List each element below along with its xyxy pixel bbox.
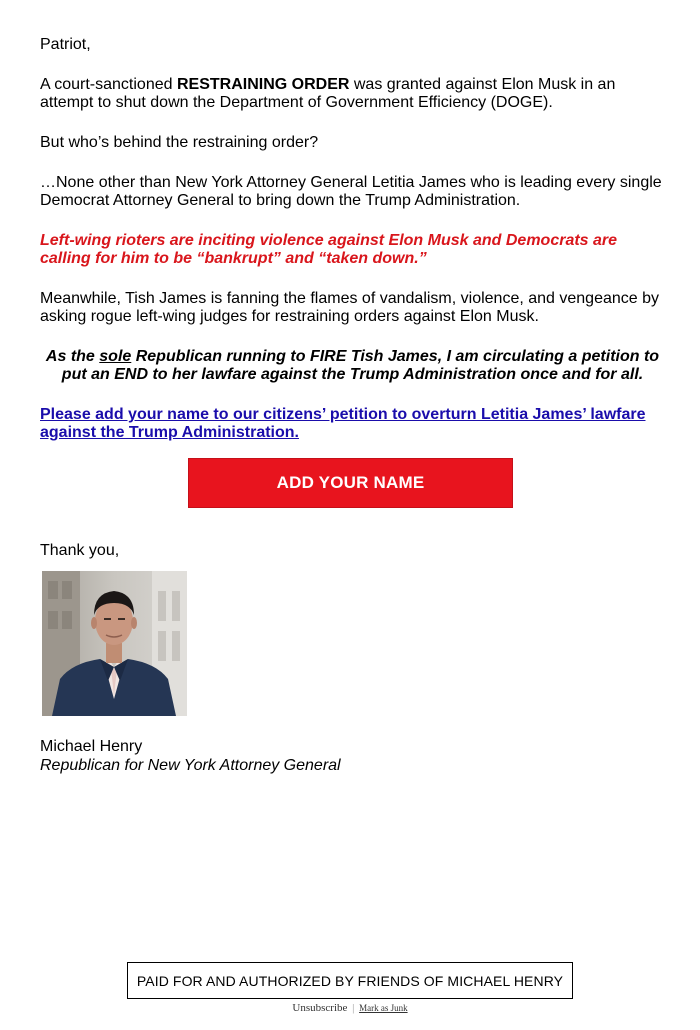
petition-link[interactable]: Please add your name to our citizens’ petition to overturn Letitia James’ lawfare against the Trump Administration.: [40, 406, 646, 441]
signature-name: Michael Henry: [40, 738, 143, 755]
mark-as-junk-link[interactable]: Mark as Junk: [359, 1003, 408, 1013]
paragraph-petition-link: [40, 406, 665, 442]
p7-pre: As the: [45, 348, 100, 365]
p7-post: Republican running to FIRE Tish James, I am circulating a petition to put an END to her lawfare against the Trump Administration once and for all.: [61, 348, 660, 383]
signature-title: Republican for New York Attorney General: [40, 757, 341, 774]
paragraph-petition-intro: [40, 348, 665, 384]
michael-henry-photo: [42, 571, 187, 716]
footer-links: [0, 1002, 700, 1014]
paragraph-restraining-order: [40, 76, 665, 112]
greeting: Patriot,: [40, 36, 91, 53]
restraining-order-bold: RESTRAINING ORDER: [176, 76, 350, 93]
sole-underlined: sole: [99, 348, 132, 365]
paragraph-red-alert: Left-wing rioters are inciting violence against Elon Musk and Democrats are calling for him to be “bankrupt” and “taken down.”: [40, 232, 618, 267]
thank-you: Thank you,: [40, 542, 120, 559]
email-body: [40, 36, 665, 442]
paragraph-letitia-james: …None other than New York Attorney General Letitia James who is leading every single Democrat Attorney General to bring down the Trump Administration.: [40, 174, 662, 209]
unsubscribe-link[interactable]: Unsubscribe: [292, 1002, 348, 1014]
p2-post: was granted against Elon Musk in an attempt to shut down the Department of Government Efficiency (DOGE).: [40, 76, 616, 111]
paid-for-disclaimer: PAID FOR AND AUTHORIZED BY FRIENDS OF MICHAEL HENRY: [127, 962, 573, 999]
paragraph-question: But who’s behind the restraining order?: [40, 134, 319, 151]
footer-separator: |: [352, 1002, 355, 1014]
add-your-name-button[interactable]: ADD YOUR NAME: [188, 458, 513, 508]
paragraph-meanwhile: Meanwhile, Tish James is fanning the flames of vandalism, violence, and vengeance by asking rogue left-wing judges for restraining orders against Elon Musk.: [40, 290, 660, 325]
p2-pre: A court-sanctioned: [40, 76, 177, 93]
